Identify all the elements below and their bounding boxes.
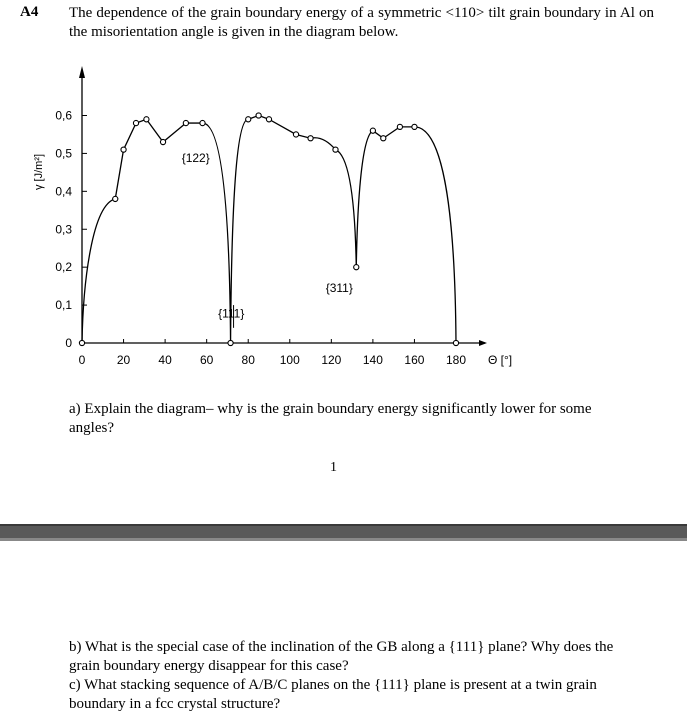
questions-block: [69, 638, 629, 714]
x-tick-label: 60: [199, 353, 214, 367]
data-point: [228, 340, 233, 345]
energy-curve: [82, 116, 456, 344]
x-axis-arrow: [479, 340, 487, 346]
problem-intro: The dependence of the grain boundary energy of a symmetric <110> tilt grain boundary in Al on the misorientation angle is given in the diagram below.: [69, 5, 654, 40]
chart-ticks: [55, 109, 466, 368]
y-tick-label: 0,6: [55, 108, 72, 123]
x-tick-label: 140: [362, 353, 383, 367]
x-tick-label: 0: [78, 353, 86, 367]
data-point: [121, 147, 126, 152]
y-tick-label: 0,4: [55, 184, 72, 199]
boundary-annotation: {111}: [218, 306, 245, 321]
y-tick-label: 0,3: [55, 222, 72, 237]
data-point: [308, 136, 313, 141]
chart-series: [79, 113, 458, 346]
data-point: [113, 196, 118, 201]
question-c: c) What stacking sequence of A/B/C planes on the {111} plane is present at a twin grain boundary in a fcc crystal structure?: [69, 677, 597, 712]
problem-label: A4: [20, 4, 39, 20]
x-tick-label: 120: [321, 353, 342, 367]
data-point: [333, 147, 338, 152]
question-b: b) What is the special case of the inclination of the GB along a {111} plane? Why does the grain boundary energy disappear for this case?: [69, 639, 614, 674]
x-tick-label: 160: [404, 353, 425, 367]
data-point: [256, 113, 261, 118]
data-point: [266, 117, 271, 122]
grain-boundary-energy-chart: [0, 60, 687, 380]
data-point: [354, 265, 359, 270]
y-tick-label: 0,5: [55, 146, 72, 161]
x-axis-label: Θ [°]: [488, 353, 513, 367]
data-point: [381, 136, 386, 141]
page-number: 1: [330, 460, 337, 475]
x-tick-label: 80: [241, 353, 255, 367]
page-separator: [0, 524, 687, 541]
data-point: [79, 340, 84, 345]
data-point: [160, 139, 165, 144]
data-point: [293, 132, 298, 137]
data-point: [412, 124, 417, 129]
x-tick-label: 40: [158, 353, 172, 367]
data-point: [453, 340, 458, 345]
y-tick-label: 0,1: [55, 298, 72, 313]
y-tick-label: 0: [65, 336, 72, 350]
x-tick-label: 20: [116, 353, 131, 367]
data-point: [370, 128, 375, 133]
y-axis-arrow: [79, 66, 85, 78]
chart-axes: [79, 66, 487, 346]
x-tick-label: 100: [279, 353, 300, 367]
boundary-annotation: {122}: [181, 151, 210, 165]
x-tick-label: 180: [445, 353, 467, 367]
data-point: [183, 120, 188, 125]
data-point: [246, 117, 251, 122]
data-point: [200, 120, 205, 125]
data-point: [397, 124, 402, 129]
chart-labels: [33, 151, 512, 367]
question-a: a) Explain the diagram– why is the grain boundary energy significantly lower for some angles?: [69, 401, 592, 436]
data-point: [133, 120, 138, 125]
data-point: [144, 117, 149, 122]
boundary-annotation: {311}: [325, 281, 353, 296]
y-tick-label: 0,2: [55, 260, 72, 275]
y-axis-label: γ [J/m²]: [33, 153, 45, 191]
